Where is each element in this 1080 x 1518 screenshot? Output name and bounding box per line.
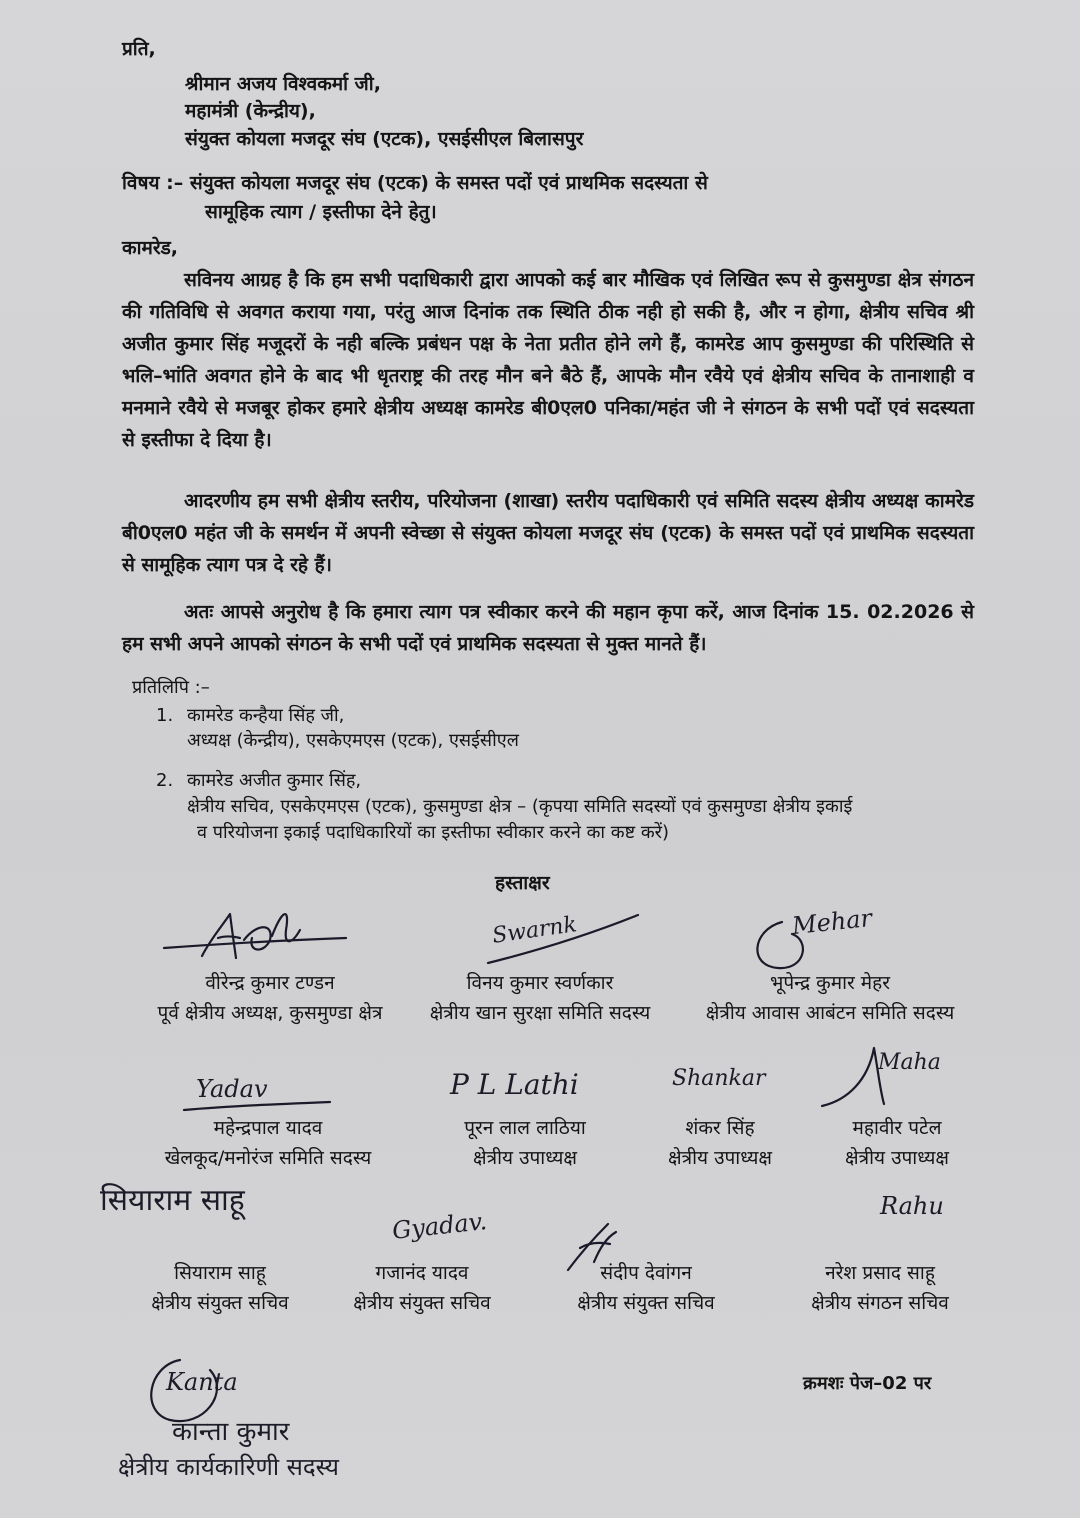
recipient-name: श्रीमान अजय विश्वकर्मा जी, <box>185 73 381 95</box>
signatory-designation: पूर्व क्षेत्रीय अध्यक्ष, कुसमुण्डा क्षेत्र <box>157 1002 383 1024</box>
signatory-name: गजानंद यादव <box>375 1262 469 1284</box>
signatory-1 <box>125 968 415 1028</box>
signatory-name: सियाराम साहू <box>174 1262 266 1284</box>
subject-line-1: विषय :– संयुक्त कोयला मजदूर संघ (एटक) के समस्त पदों एवं प्राथमिक सदस्यता से <box>122 172 708 194</box>
signatory-designation: क्षेत्रीय उपाध्यक्ष <box>844 1147 949 1169</box>
signatory-name: शंकर सिंह <box>685 1117 755 1139</box>
signatory-3 <box>680 968 980 1028</box>
signature-mahavir: Maha <box>878 1050 941 1075</box>
continued-note: क्रमशः पेज–02 पर <box>803 1373 932 1394</box>
signature-kanta: Kanta <box>166 1368 238 1396</box>
signatory-name: पूरन लाल लाठिया <box>464 1117 586 1139</box>
signature-puran: P L Lathi <box>450 1068 579 1101</box>
signatory-10 <box>546 1258 746 1318</box>
signatory-designation: क्षेत्रीय संयुक्त सचिव <box>151 1292 289 1314</box>
copy-item-2-line-1: कामरेड अजीत कुमार सिंह, <box>187 770 362 791</box>
signatory-designation: क्षेत्रीय आवास आबंटन समिति सदस्य <box>705 1002 955 1024</box>
signatory-name: वीरेन्द्र कुमार टण्डन <box>205 972 335 994</box>
salutation-to: प्रति, <box>122 38 156 60</box>
signatory-2 <box>400 968 680 1028</box>
signatory-name: महेन्द्रपाल यादव <box>213 1117 323 1139</box>
handwritten-siyaram: सियाराम साहू <box>100 1183 245 1218</box>
signatory-designation: खेलकूद/मनोरंज समिति सदस्य <box>164 1147 372 1169</box>
recipient-post: महामंत्री (केन्द्रीय), <box>185 100 316 122</box>
signature-bhupendra: Mehar <box>790 903 874 941</box>
signatory-name: नरेश प्रसाद साहू <box>825 1262 935 1284</box>
signatory-6 <box>640 1113 800 1173</box>
signature-shankar: Shankar <box>672 1066 766 1091</box>
handwritten-kanta-name: कान्ता कुमार <box>172 1417 290 1447</box>
recipient-org: संयुक्त कोयला मजदूर संघ (एटक), एसईसीएल बिलासपुर <box>185 128 584 150</box>
signatory-9 <box>322 1258 522 1318</box>
signatory-name: संदीप देवांगन <box>600 1262 692 1284</box>
signatory-7 <box>812 1113 982 1173</box>
greeting: कामरेड, <box>122 237 179 259</box>
signatory-name: महावीर पटेल <box>852 1117 942 1139</box>
signatory-designation: क्षेत्रीय उपाध्यक्ष <box>667 1147 772 1169</box>
copy-item-2-line-2: क्षेत्रीय सचिव, एसकेएमएस (एटक), कुसमुण्डा क्षेत्र – (कृपया समिति सदस्यों एवं कुसमुण्डा क्षेत्रीय इकाई <box>187 796 853 817</box>
signatory-4 <box>118 1113 418 1173</box>
body-paragraph-3: अतः आपसे अनुरोध है कि हमारा त्याग पत्र स्वीकार करने की महान कृपा करें, आज दिनांक 15. 02.2026 से हम सभी अपने आपको संगठन के सभी पदों एवं प्राथमिक सदस्यता से मुक्त मानते हैं। <box>122 601 974 655</box>
signatory-8 <box>130 1258 310 1318</box>
body-paragraph-1: सविनय आग्रह है कि हम सभी पदाधिकारी द्वारा आपको कई बार मौखिक एवं लिखित रूप से कुसमुण्डा क्षेत्र संगठन की गतिविधि से अवगत कराया गया, परंतु आज दिनांक तक स्थिति ठीक नही हो सकी है, और न होगा, क्षेत्रीय सचिव श्री अजीत कुमार सिंह मजूदरों के नही बल्कि प्रबंधन पक्ष के नेता प्रतीत होने लगे हैं, कामरेड आप कुसमुण्डा की परिस्थिति से भलि–भांति अवगत होने के बाद भी धृतराष्ट्र की तरह मौन बने बैठे हैं, आपके मौन रवैये एवं क्षेत्रीय सचिव के तानाशाही व मनमाने रवैये से मजबूर होकर हमारे क्षेत्रीय अध्यक्ष कामरेड बी0एल0 पनिका/महंत जी ने संगठन के सभी पदों एवं सदस्यता से इस्तीफा दे दिया है। <box>122 269 974 451</box>
signatory-5 <box>425 1113 625 1173</box>
signatory-designation: क्षेत्रीय उपाध्यक्ष <box>472 1147 577 1169</box>
signatory-designation: क्षेत्रीय खान सुरक्षा समिति सदस्य <box>429 1002 651 1024</box>
signature-gajanand: Gyadav. <box>390 1207 489 1245</box>
copy-item-1-number: 1. <box>156 705 174 726</box>
body-paragraph-2: आदरणीय हम सभी क्षेत्रीय स्तरीय, परियोजना (शाखा) स्तरीय पदाधिकारी एवं समिति सदस्य क्षेत्रीय अध्यक्ष कामरेड बी0एल0 महंत जी के समर्थन में अपनी स्वेच्छा से संयुक्त कोयला मजदूर संघ (एटक) के समस्त पदों एवं प्राथमिक सदस्यता से सामूहिक त्याग पत्र दे रहे हैं। <box>122 490 974 576</box>
signatory-name: भूपेन्द्र कुमार मेहर <box>769 972 891 994</box>
signatory-designation: क्षेत्रीय संयुक्त सचिव <box>577 1292 715 1314</box>
signatures-heading: हस्ताक्षर <box>495 872 550 894</box>
subject-line-2: सामूहिक त्याग / इस्तीफा देने हेतु। <box>205 201 437 223</box>
signature-vinay: Swarnk <box>490 912 579 949</box>
handwritten-kanta-designation: क्षेत्रीय कार्यकारिणी सदस्य <box>118 1453 339 1481</box>
copy-item-2-line-3: व परियोजना इकाई पदाधिकारियों का इस्तीफा स्वीकार करने का कष्ट करें) <box>197 822 670 843</box>
signatory-designation: क्षेत्रीय संयुक्त सचिव <box>353 1292 491 1314</box>
signature-virendra <box>160 900 350 970</box>
copy-item-2-number: 2. <box>156 770 174 791</box>
copy-item-1-line-1: कामरेड कन्हैया सिंह जी, <box>187 705 345 726</box>
signature-naresh: Rahu <box>880 1192 944 1220</box>
signatory-name: विनय कुमार स्वर्णकार <box>466 972 614 994</box>
signature-mahendra: Yadav <box>196 1075 268 1103</box>
copy-to-label: प्रतिलिपि :– <box>132 677 210 698</box>
signature-vinay-stroke <box>478 905 648 975</box>
signatory-designation: क्षेत्रीय संगठन सचिव <box>811 1292 949 1314</box>
copy-item-1-line-2: अध्यक्ष (केन्द्रीय), एसकेएमएस (एटक), एसईसीएल <box>187 730 519 751</box>
signatory-11 <box>780 1258 980 1318</box>
